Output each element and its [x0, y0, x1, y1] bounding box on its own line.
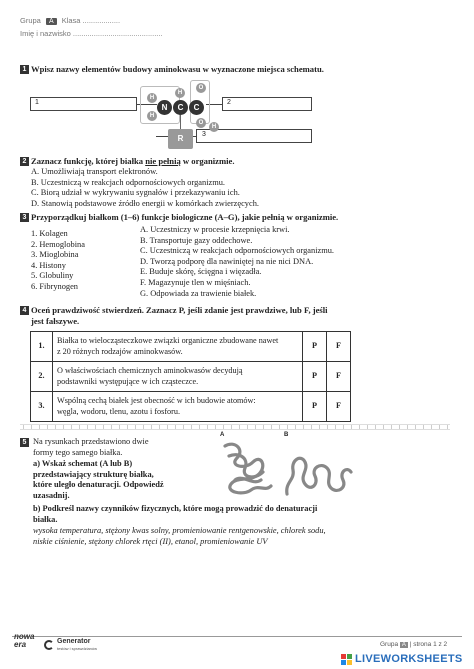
section-divider	[20, 424, 450, 430]
false-option[interactable]: F	[327, 332, 351, 362]
q2-number-badge: 2	[20, 157, 29, 166]
function-item: C. Uczestniczą w reakcjach odpornościowych organizmu.	[140, 246, 335, 256]
table-row	[31, 332, 351, 362]
q5a-question	[33, 459, 164, 501]
q5b-factors	[33, 526, 326, 547]
q3-title: Przyporządkuj białkom (1–6) funkcje biologiczne (A–G), jakie pełnią w organizmie.	[31, 212, 339, 222]
page-info	[380, 641, 447, 648]
true-false-table	[30, 331, 351, 422]
q2-options	[31, 167, 259, 209]
nitrogen-atom: N	[157, 100, 172, 115]
name-label: Imię i nazwisko ...........................................	[20, 29, 163, 38]
box-1-number: 1	[35, 99, 39, 106]
group-line	[20, 16, 120, 25]
statement-text: węgla, wodoru, tlenu, azotu i fosforu.	[57, 406, 181, 416]
footer-divider	[12, 636, 462, 637]
q3-functions	[140, 225, 334, 299]
statement-text: Wspólną cechą białek jest obecność w ich budowie atomów:	[57, 396, 256, 406]
true-option[interactable]: P	[303, 392, 327, 422]
function-item: A. Uczestniczy w procesie krzepnięcia krwi.	[140, 225, 290, 234]
false-option[interactable]: F	[327, 362, 351, 392]
footer-group-badge: A	[401, 642, 406, 648]
oxygen-atom: O	[196, 83, 206, 93]
protein-structures-figure	[215, 436, 355, 500]
generator-subtitle: testów i sprawdzianów	[57, 646, 98, 651]
q5a-line: a) Wskaż schemat (A lub B)	[33, 459, 133, 468]
protein-item: 6. Fibrynogen	[31, 281, 78, 291]
oxygen-atom: O	[196, 118, 206, 128]
q3-proteins	[31, 229, 85, 293]
q5-intro	[33, 437, 149, 458]
q2-option-d[interactable]: D. Stanowią podstawowe źródło energii w komórkach zwierzęcych.	[31, 198, 259, 208]
nowa-era-logo: nowa era	[14, 632, 35, 649]
q5b-question	[33, 504, 317, 525]
r-group: R	[168, 129, 193, 149]
q1-title: Wpisz nazwy elementów budowy aminokwasu w wyznaczone miejsca schematu.	[31, 64, 324, 74]
group-label: Grupa	[20, 16, 41, 25]
globular-protein-a	[225, 444, 271, 493]
carboxyl-carbon-atom: C	[189, 100, 204, 115]
function-item: B. Transportuje gazy oddechowe.	[140, 235, 253, 245]
q4-number-badge: 4	[20, 306, 29, 315]
liveworksheets-logo-icon	[341, 654, 352, 665]
function-item: D. Tworzą podporę dla nawiniętej na nie nici DNA.	[140, 256, 314, 266]
statement-text: z 20 różnych rodzajów aminokwasów.	[57, 346, 183, 356]
row-number: 3.	[31, 392, 53, 422]
table-row	[31, 392, 351, 422]
answer-box-1[interactable]	[30, 97, 137, 111]
statement-text: podstawniki występujące w ich cząsteczce.	[57, 376, 199, 386]
statement-text: O właściwościach chemicznych aminokwasów decydują	[57, 366, 243, 376]
hydrogen-atom: H	[175, 88, 185, 98]
figure-label-b: B	[284, 432, 289, 438]
q5a-line: uzasadnij.	[33, 490, 70, 500]
protein-item: 1. Kolagen	[31, 229, 68, 238]
q5-intro-line: formy tego samego białka.	[33, 447, 123, 457]
generator-title: Generator	[57, 638, 91, 645]
protein-item: 5. Globuliny	[31, 271, 74, 281]
r-bond	[180, 115, 181, 129]
q5-number	[20, 437, 31, 447]
q5-number-badge: 5	[20, 438, 29, 447]
protein-item: 2. Hemoglobina	[31, 239, 85, 249]
q1-number-badge: 1	[20, 65, 29, 74]
factors-line[interactable]: niskie ciśnienie, stężony chlorek rtęci (II), etanol, promieniowanie UV	[33, 536, 268, 546]
row-number: 1.	[31, 332, 53, 362]
alpha-carbon-atom: C	[173, 100, 188, 115]
row-number: 2.	[31, 362, 53, 392]
q5b-line: białka.	[33, 514, 58, 524]
amino-acid-diagram	[30, 80, 450, 152]
true-option[interactable]: P	[303, 362, 327, 392]
function-item: G. Odpowiada za trawienie białek.	[140, 288, 257, 298]
q5-intro-line: Na rysunkach przedstawiono dwie	[33, 437, 149, 446]
q1-heading	[20, 64, 324, 74]
statement-text: Białka to wielocząsteczkowe związki organiczne zbudowane nawet	[57, 336, 279, 346]
q2-option-a[interactable]: A. Umożliwiają transport elektronów.	[31, 167, 158, 176]
hydrogen-atom: H	[209, 122, 219, 132]
function-item: E. Buduje skórę, ścięgna i więzadła.	[140, 267, 262, 277]
answer-box-2[interactable]	[222, 97, 312, 111]
protein-item: 3. Mioglobina	[31, 250, 79, 260]
protein-item: 4. Histony	[31, 260, 66, 270]
q2-title-part: w organizmie.	[180, 156, 235, 166]
denatured-protein-b	[287, 458, 351, 494]
false-option[interactable]: F	[327, 392, 351, 422]
q3-number-badge: 3	[20, 213, 29, 222]
page-number: | strona 1 z 2	[409, 641, 448, 648]
q2-option-c[interactable]: C. Biorą udział w wykrywaniu sygnałów i przekazywaniu ich.	[31, 188, 240, 198]
q5a-line: które uległo denaturacji. Odpowiedź	[33, 480, 164, 490]
generator-icon	[44, 640, 54, 650]
q2-option-b[interactable]: B. Uczestniczą w reakcjach odpornościowych organizmu.	[31, 177, 226, 187]
footer-group-label: Grupa	[380, 641, 399, 648]
statement-cell	[53, 392, 303, 422]
group-badge: A	[46, 18, 57, 25]
q5b-line: b) Podkreśl nazwy czynników fizycznych, które mogą prowadzić do denaturacji	[33, 504, 318, 513]
factors-line[interactable]: wysoka temperatura, stężony kwas solny, promieniowanie rentgenowskie, chlorek sodu,	[33, 526, 326, 535]
q3-heading	[20, 212, 338, 222]
class-label: Klasa ..................	[61, 16, 121, 25]
q2-title-part: Zaznacz funkcję, której białka	[31, 156, 146, 166]
q2-title-emphasis: nie pełnią	[145, 156, 181, 166]
box-2-number: 2	[227, 99, 231, 106]
hydrogen-atom: H	[147, 111, 157, 121]
statement-cell	[53, 332, 303, 362]
figure-label-a: A	[220, 432, 225, 438]
true-option[interactable]: P	[303, 332, 327, 362]
box-3-number: 3	[202, 131, 206, 138]
q2-heading	[20, 156, 234, 166]
q4-title-cont: jest fałszywe.	[31, 316, 80, 326]
liveworksheets-logo-text: LIVEWORKSHEETS	[355, 653, 463, 665]
table-row	[31, 362, 351, 392]
q5a-line: przedstawiający strukturę białka,	[33, 469, 154, 479]
hydrogen-atom: H	[147, 93, 157, 103]
q4-heading	[20, 305, 328, 327]
function-item: F. Magazynuje tlen w mięśniach.	[140, 277, 251, 287]
q4-title: Oceń prawdziwość stwierdzeń. Zaznacz P, jeśli zdanie jest prawdziwe, lub F, jeśli	[31, 305, 328, 315]
statement-cell	[53, 362, 303, 392]
